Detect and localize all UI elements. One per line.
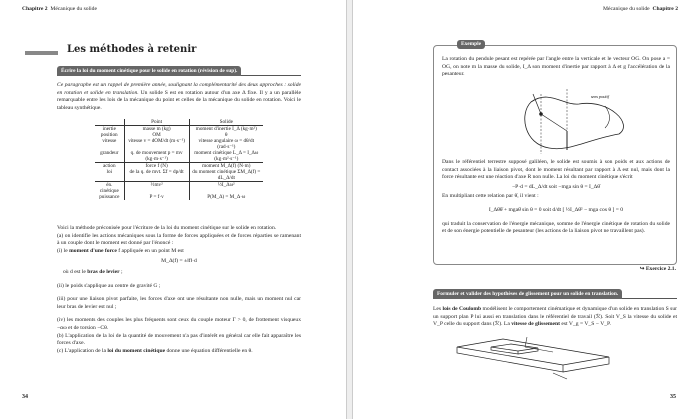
intro-italic: Ce paragraphe est un rappel de première année, soulignant la complémentarité des deux approches : solide en rotation et solide en translation.: [57, 82, 301, 96]
table-cell: ½I_Δω²: [218, 182, 235, 188]
exercise-link[interactable]: ↪ Exercice 2.1.: [639, 266, 676, 272]
table-row: [95, 182, 263, 195]
method-intro: Voici la méthode préconisée pour l'écriture de la loi du moment cinétique sur le solide en rotation.: [57, 225, 277, 231]
table-cell: vitesse: [95, 138, 124, 150]
t: bras de levier: [87, 268, 120, 275]
table-cell: vitesse v = dOM/dt (m·s⁻¹): [124, 138, 189, 150]
section-heading: [433, 289, 677, 299]
table-row: [95, 194, 263, 200]
example-text: Dans le référentiel terrestre supposé galiléen, le solide est soumis à son poids et aux actions de contact associées à la liaison pivot, dont le moment résultant par rapport à Δ est nul, mais dont la force résultante est une réaction d'axe R non nulle. La loi du moment cinétique s'écrit: [442, 159, 670, 181]
table-cell: du moment cinétique ΣM_Δ(f) = dL_Δ/dt: [189, 169, 263, 182]
running-header: [22, 6, 97, 14]
table-cell: inertie: [95, 126, 124, 133]
example-text: En multipliant cette relation par θ̇, il vient :: [442, 193, 539, 200]
table-row: [95, 169, 263, 182]
step-iii: (iii) pour une liaison pivot parfaite, les forces d'axe ont une résultante non nulle, mais un moment nul car leur bras de levier est nul ;: [57, 296, 301, 310]
table-cell: P = f·v: [124, 194, 189, 200]
t: moment d'une force: [69, 247, 117, 254]
example-text: La rotation du pendule pesant est repérée par l'angle entre la verticale et le vecteur OG. On pose a = OG, on note m la masse du solide, I_Δ son moment d'inertie par rapport à Δ et g l'accélération de la pesanteur.: [442, 56, 670, 78]
method-text: [57, 225, 301, 355]
t: est V_g = V_S − V_P.: [560, 321, 611, 328]
table-cell: grandeur: [95, 150, 124, 163]
page-title: Les méthodes à retenir: [67, 44, 197, 55]
example-badge: Exemple: [457, 40, 485, 49]
table-cell: θ: [225, 132, 228, 138]
table-cell: puissance: [95, 194, 124, 200]
table-cell: moment M_Δ(f) (N·m): [202, 163, 251, 169]
chapter-label: Chapitre 2: [652, 6, 678, 12]
chapter-title: Mécanique du solide: [50, 6, 97, 12]
step-a: (a) on identifie les actions mécaniques sous la forme de forces appliquées et de forces réparties se ramenant à un couple dont le moment est donné par l'énoncé :: [57, 232, 301, 247]
table-cell: action: [95, 163, 124, 170]
table-cell: én. cinétique: [95, 182, 124, 195]
table-cell: moment d'inertie I_Δ (kg·m²): [195, 126, 257, 132]
right-page: [352, 0, 700, 419]
table-cell: q. de mouvement p = mv (kg·m·s⁻¹): [124, 150, 189, 163]
exercise-ref[interactable]: Exercice 2.1.: [645, 266, 676, 272]
equation: M_Δ(f) = ±‖f‖·d: [161, 258, 197, 265]
pendulum-figure: [509, 84, 629, 154]
t: ;: [119, 268, 123, 275]
t: (c) L'application de la: [57, 347, 108, 354]
table-cell: masse m (kg): [124, 126, 189, 133]
left-page: [0, 0, 347, 419]
t: lois de Coulomb: [442, 306, 482, 312]
step-i-note: [57, 269, 301, 277]
step-ii: (ii) le poids s'applique au centre de gravité G ;: [57, 282, 161, 289]
equation: I_Δθ̇θ̈ + mgaθ̇ sin θ = 0 soit d/dt [ ½I_Δθ̇² − mga cos θ ] = 0: [488, 206, 624, 213]
step-c: [57, 348, 301, 356]
page-number: 34: [22, 394, 28, 400]
table-cell: loi: [95, 169, 124, 182]
chapter-label: Chapitre 2: [22, 6, 48, 12]
intro-text: Un solide S est en rotation autour d'un axe Δ fixe. Il y a un parallèle remarquable entre les lois de la mécanique du point et celles de la mécanique du solide en rotation. Voici le tableau synthétique.: [57, 89, 301, 111]
intro-paragraph: [57, 82, 301, 112]
chapter-title: Mécanique du solide: [603, 6, 650, 12]
t: modélisent le comportement cinématique et dynamique d'un solide en translation S sur un support plan P lui aussi en translation dans le référentiel de travail (ℛ). Soit V_S la vitesse du solide et V_P celle du support dans (ℛ). La: [433, 306, 677, 328]
t: vitesse de glissement: [511, 321, 560, 328]
sliding-block-figure: [453, 335, 613, 385]
example-box: [433, 41, 677, 265]
t: loi du moment cinétique: [107, 347, 166, 354]
table-cell: vitesse angulaire ω = dθ/dt (rad·s⁻¹): [198, 138, 255, 150]
comparison-table: [95, 119, 263, 200]
section-heading: [57, 66, 301, 76]
table-cell: P(M_Δ) = M_Δ·ω: [207, 194, 246, 200]
table-row: [95, 138, 263, 150]
running-header: [603, 6, 678, 14]
table-cell: de la q. de mvt. Σf = dp/dt: [124, 169, 189, 182]
step-b: (b) L'application de la loi de la quantité de mouvement n'a pas d'intérêt en général car elle fait apparaître les forces d'axe.: [57, 332, 301, 347]
example-text: qui traduit la conservation de l'énergie mécanique, somme de l'énergie cinétique de rotation du solide et de son énergie potentielle de pesanteur (les actions de la liaison pivot ne travaillent pas).: [442, 220, 670, 235]
table-cell: OM: [124, 132, 189, 138]
table-cell: ½mv²: [124, 182, 189, 195]
t: (i) le: [57, 247, 70, 254]
table-cell: moment cinétique L_Δ = I_Δω (kg·m²·s⁻¹): [189, 150, 263, 163]
table-header: Solide: [189, 119, 263, 126]
t: où d est le: [63, 268, 88, 275]
t: f appliquée en un point M est: [116, 247, 184, 254]
step-i: [57, 248, 301, 256]
table-cell: position: [95, 132, 124, 138]
table-cell: force f (N): [124, 163, 189, 170]
page-number: 35: [670, 394, 676, 400]
section-heading-text: Écrire la loi du moment cinétique pour le solide en rotation (révision de sup).: [57, 66, 241, 76]
step-iv: (iv) les moments des couples les plus fréquents sont ceux du couple moteur Γ > 0, de frottement visqueux −αω et de torsion −Cθ.: [57, 317, 301, 331]
equation: −P·d = dL_Δ/dt soit −mga sin θ = I_Δθ̈: [512, 183, 600, 190]
section-heading-text: Formuler et valider des hypothèses de glissement pour un solide en translation.: [433, 289, 622, 299]
title-bar-decoration: [25, 51, 58, 55]
t: donne une équation différentielle en θ.: [165, 347, 253, 354]
t: Les: [433, 306, 443, 312]
coulomb-paragraph: [433, 306, 677, 329]
table-row: [95, 150, 263, 163]
figure-label: sens positif: [591, 94, 609, 99]
table-header: Point: [124, 119, 189, 126]
example-body: [442, 159, 670, 236]
